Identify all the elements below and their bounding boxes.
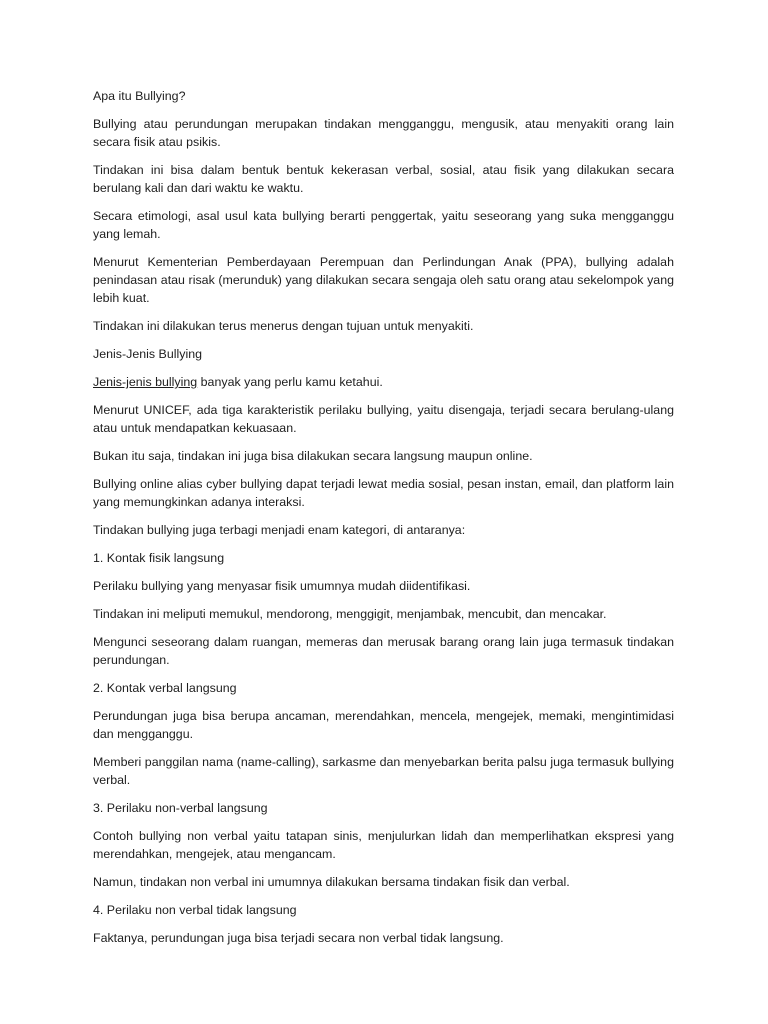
paragraph-definition: Bullying atau perundungan merupakan tindakan mengganggu, mengusik, atau menyakiti orang lain secara fisik atau psikis. — [93, 117, 674, 149]
paragraph-physical-identify: Perilaku bullying yang menyasar fisik umumnya mudah diidentifikasi. — [93, 579, 471, 593]
paragraph-categories: Tindakan bullying juga terbagi menjadi enam kategori, di antaranya: — [93, 523, 466, 537]
paragraph-verbal-naming: Memberi panggilan nama (name-calling), sarkasme dan menyebarkan berita palsu juga termasuk bullying verbal. — [93, 755, 674, 787]
types-link[interactable]: Jenis-jenis bullying — [93, 375, 198, 389]
paragraph-etymology: Secara etimologi, asal usul kata bullying berarti penggertak, yaitu seseorang yang suka mengganggu yang lemah. — [93, 209, 674, 241]
paragraph-nonverbal-combined: Namun, tindakan non verbal ini umumnya dilakukan bersama tindakan fisik dan verbal. — [93, 875, 570, 889]
paragraph-cyber: Bullying online alias cyber bullying dapat terjadi lewat media sosial, pesan instan, email, dan platform lain yang memungkinkan adanya interaksi. — [93, 477, 674, 509]
paragraph-nonverbal-indirect-fact: Faktanya, perundungan juga bisa terjadi secara non verbal tidak langsung. — [93, 931, 504, 945]
paragraph-physical-examples: Tindakan ini meliputi memukul, mendorong, menggigit, menjambak, mencubit, dan mencakar. — [93, 607, 607, 621]
heading-physical-contact: 1. Kontak fisik langsung — [93, 551, 225, 565]
heading-verbal-contact: 2. Kontak verbal langsung — [93, 681, 237, 695]
paragraph-types-intro — [93, 373, 674, 391]
paragraph-nonverbal-examples: Contoh bullying non verbal yaitu tatapan sinis, menjulurkan lidah dan memperlihatkan ekspresi yang merendahkan, mengejek, atau mengancam. — [93, 829, 674, 861]
paragraph-unicef: Menurut UNICEF, ada tiga karakteristik perilaku bullying, yaitu disengaja, terjadi secara berulang-ulang atau untuk mendapatkan kekuasaan. — [93, 403, 674, 435]
paragraph-physical-lock: Mengunci seseorang dalam ruangan, memeras dan merusak barang orang lain juga termasuk tindakan perundungan. — [93, 635, 674, 667]
heading-nonverbal-direct: 3. Perilaku non-verbal langsung — [93, 801, 268, 815]
document-title: Apa itu Bullying? — [93, 89, 186, 103]
paragraph-purpose: Tindakan ini dilakukan terus menerus dengan tujuan untuk menyakiti. — [93, 319, 474, 333]
paragraph-online: Bukan itu saja, tindakan ini juga bisa dilakukan secara langsung maupun online. — [93, 449, 533, 463]
heading-nonverbal-indirect: 4. Perilaku non verbal tidak langsung — [93, 903, 297, 917]
paragraph-ppa-definition: Menurut Kementerian Pemberdayaan Perempuan dan Perlindungan Anak (PPA), bullying adalah penindasan atau risak (merunduk) yang dilakukan secara sengaja oleh satu orang atau sekelompok yang lebih kuat. — [93, 255, 674, 305]
types-intro-rest: banyak yang perlu kamu ketahui. — [197, 375, 383, 389]
document-page — [93, 87, 674, 957]
paragraph-verbal-threats: Perundungan juga bisa berupa ancaman, merendahkan, mencela, mengejek, memaki, mengintimidasi dan mengganggu. — [93, 709, 674, 741]
section-heading-types: Jenis-Jenis Bullying — [93, 347, 203, 361]
paragraph-forms: Tindakan ini bisa dalam bentuk bentuk kekerasan verbal, sosial, atau fisik yang dilakukan secara berulang kali dan dari waktu ke waktu. — [93, 163, 674, 195]
